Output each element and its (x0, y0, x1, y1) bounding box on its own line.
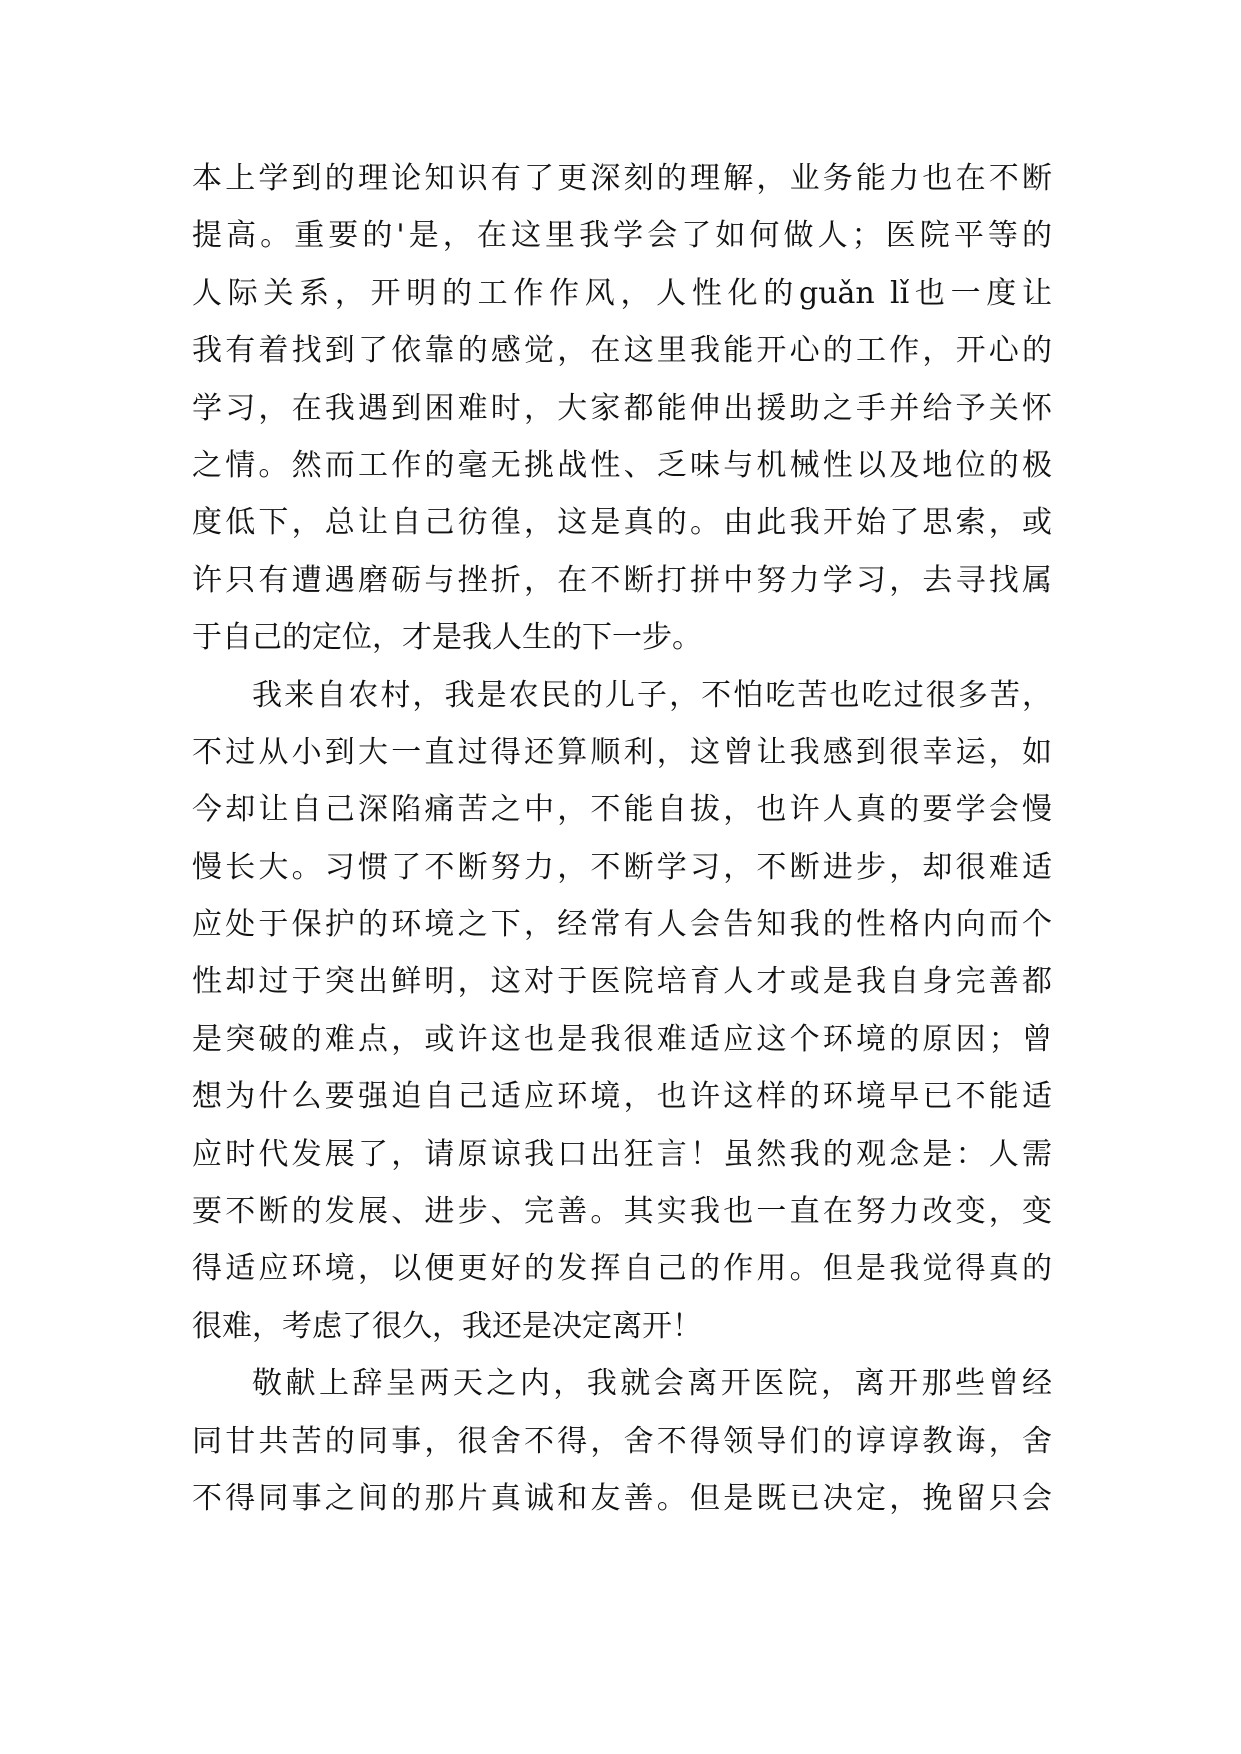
text-line: 性却过于突出鲜明，这对于医院培育人才或是我自身完善都 (192, 964, 1052, 1000)
text-line: 度低下，总让自己彷徨，这是真的。由此我开始了思索，或 (192, 505, 1052, 541)
text-line: 人际关系，开明的工作作风，人性化的guǎn lǐ也一度让 (192, 275, 1052, 311)
paragraph-2 (192, 667, 1052, 1356)
paragraph-3 (192, 1355, 1052, 1527)
text-line: 要不断的发展、进步、完善。其实我也一直在努力改变，变 (192, 1194, 1052, 1230)
text-line: 今却让自己深陷痛苦之中，不能自拔，也许人真的要学会慢 (192, 792, 1052, 828)
text-line: 之情。然而工作的毫无挑战性、乏味与机械性以及地位的极 (192, 447, 1052, 483)
text-line: 是突破的难点，或许这也是我很难适应这个环境的原因；曾 (192, 1021, 1052, 1057)
document-body (192, 150, 1052, 1527)
text-line: 得适应环境，以便更好的发挥自己的作用。但是我觉得真的 (192, 1251, 1052, 1287)
text-line: 很难，考虑了很久，我还是决定离开！ (192, 1308, 702, 1344)
paragraph-1 (192, 150, 1052, 667)
text-line: 想为什么要强迫自己适应环境，也许这样的环境早已不能适 (192, 1079, 1052, 1115)
text-line: 应处于保护的环境之下，经常有人会告知我的性格内向而个 (192, 907, 1052, 943)
text-line: 于自己的定位，才是我人生的下一步。 (192, 620, 702, 656)
text-line: 提高。重要的'是，在这里我学会了如何做人；医院平等的 (192, 218, 1052, 254)
text-line: 学习，在我遇到困难时，大家都能伸出援助之手并给予关怀 (192, 390, 1052, 426)
text-line: 慢长大。习惯了不断努力，不断学习，不断进步，却很难适 (192, 849, 1052, 885)
text-line: 应时代发展了，请原谅我口出狂言！虽然我的观念是：人需 (192, 1136, 1052, 1172)
text-line: 不得同事之间的那片真诚和友善。但是既已决定，挽留只会 (192, 1480, 1052, 1516)
text-line: 敬献上辞呈两天之内，我就会离开医院，离开那些曾经 (252, 1366, 1052, 1402)
text-line: 我来自农村，我是农民的儿子，不怕吃苦也吃过很多苦， (252, 677, 1052, 713)
text-line: 许只有遭遇磨砺与挫折，在不断打拼中努力学习，去寻找属 (192, 562, 1052, 598)
text-line: 同甘共苦的同事，很舍不得，舍不得领导们的谆谆教诲，舍 (192, 1423, 1052, 1459)
text-line: 我有着找到了依靠的感觉，在这里我能开心的工作，开心的 (192, 333, 1052, 369)
text-line: 不过从小到大一直过得还算顺利，这曾让我感到很幸运，如 (192, 734, 1052, 770)
text-line: 本上学到的理论知识有了更深刻的理解，业务能力也在不断 (192, 161, 1052, 196)
